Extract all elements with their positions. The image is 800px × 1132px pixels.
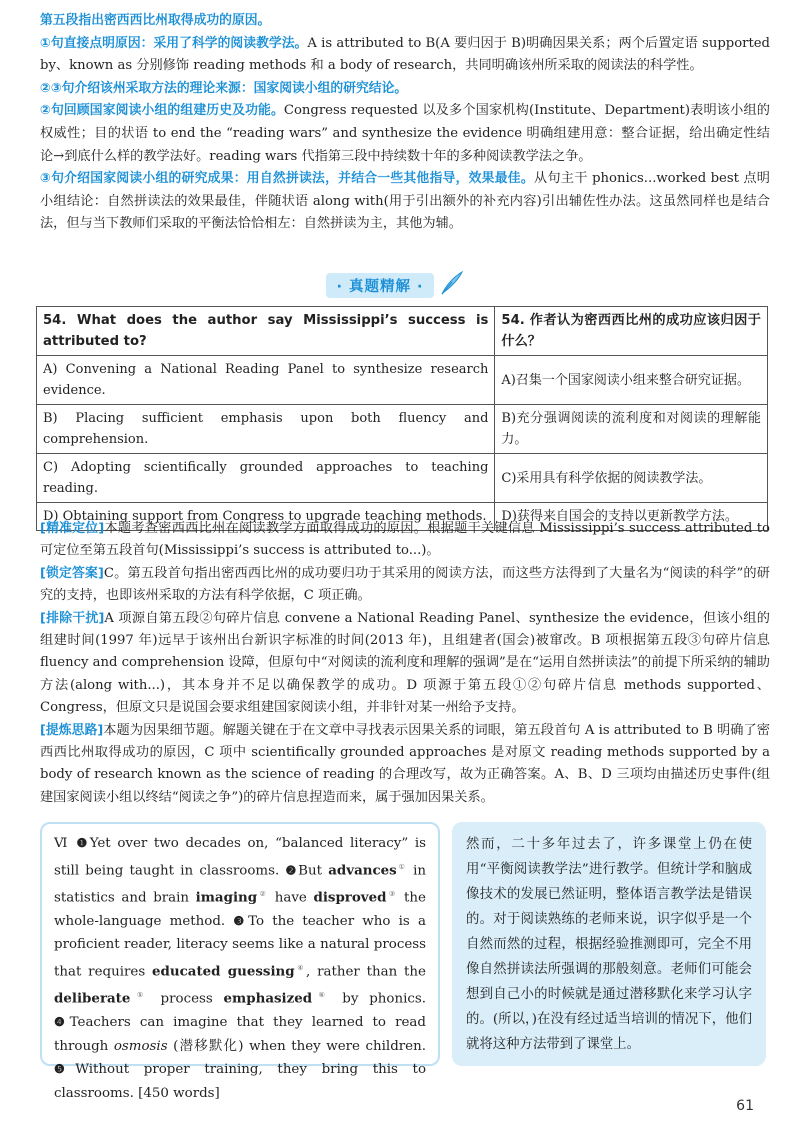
- option-row: [37, 356, 768, 405]
- vocab-word-italic: osmosis: [113, 1038, 168, 1054]
- vocab-word: advances: [328, 862, 397, 879]
- section-title: · 真题精解 ·: [326, 273, 433, 298]
- option-c-en: C) Adopting scientifically grounded approaches to teaching reading.: [37, 454, 495, 503]
- section-heading: [320, 270, 470, 300]
- translation-box: [452, 822, 766, 1066]
- explain-approach: [提炼思路]本题为因果细节题。解题关键在于在文章中寻找表示因果关系的词眼，第五段首句 A is attributed to B 明确了密西西比州取得成功的原因，C 项中 scientifically grounded approaches 是对原文 reading methods supported by a body of research known as the science of reading 的合理改写，故为正确答案。A、B、D 三项均由描述历史事件(组建国家阅读小组以终结“阅读之争”)的碎片信息捏造而来，属于强加因果关系。: [40, 722, 770, 805]
- question-stem-en: 54. What does the author say Mississippi’s success is attributed to?: [37, 307, 495, 356]
- question-stem-zh: 54. 作者认为密西西比州的成功应该归因于什么？: [495, 307, 768, 356]
- paragraph-label: Ⅵ: [54, 836, 70, 851]
- vocab-word: deliberate: [54, 990, 131, 1007]
- option-b-en: B) Placing sufficient emphasis upon both fluency and comprehension.: [37, 405, 495, 454]
- vocab-word: emphasized: [223, 990, 313, 1007]
- word-count: [450 words]: [138, 1085, 220, 1101]
- analysis-para-1: ①句直接点明原因：采用了科学的阅读教学法。A is attributed to B(A 要归因于 B)明确因果关系；两个后置定语 supported by、known as 分别修饰 reading methods 和 a body of research，共同明确该州所采取的阅读法的科学性。: [40, 35, 770, 74]
- option-row: [37, 454, 768, 503]
- analysis-para-3: ②句回顾国家阅读小组的组建历史及功能。Congress requested 以及多个国家机构(Institute、Department)表明该小组的权威性；目的状语 to end the “reading wars” and synthesize the evidence 明确组建用意：整合证据，给出确定性结论→到底什么样的教学法好。reading wars 代指第三段中持续数十年的多种阅读教学法之争。: [40, 103, 770, 164]
- question-table: [36, 306, 768, 531]
- option-b-zh: B)充分强调阅读的流利度和对阅读的理解能力。: [495, 405, 768, 454]
- question-stem-row: [37, 307, 768, 356]
- page-number: 61: [736, 1098, 754, 1114]
- passage-analysis: [40, 10, 770, 236]
- analysis-heading: 第五段指出密西西比州取得成功的原因。: [40, 13, 271, 28]
- sentence-number: ❹: [54, 1015, 70, 1030]
- vocab-word: educated guessing: [152, 963, 295, 980]
- option-c-zh: C)采用具有科学依据的阅读教学法。: [495, 454, 768, 503]
- sentence-number: ❺: [54, 1062, 76, 1077]
- vocab-word: disproved: [313, 889, 387, 906]
- analysis-para-2: ②③句介绍该州采取方法的理论来源：国家阅读小组的研究结论。: [40, 80, 408, 96]
- option-d-en: D) Obtaining support from Congress to upgrade teaching methods.: [37, 503, 495, 531]
- option-row: [37, 405, 768, 454]
- option-a-zh: A)召集一个国家阅读小组来整合研究证据。: [495, 356, 768, 405]
- option-a-en: A) Convening a National Reading Panel to synthesize research evidence.: [37, 356, 495, 405]
- translation-text: 然而，二十多年过去了，许多课堂上仍在使用“平衡阅读教学法”进行教学。但统计学和脑成像技术的发展已然证明，整体语言教学法是错误的。对于阅读熟练的老师来说，识字似乎是一个自然而然的过程，根据经验推测即可，完全不用像自然拼读法所强调的那般刻意。老师们可能会想到自己小的时候就是通过潜移默化来学习认字的。(所以，)在没有经过适当培训的情况下，他们就将这种方法带到了课堂上。: [466, 837, 752, 1052]
- sentence-number: ❶: [76, 836, 90, 850]
- explain-answer: [锁定答案]C。第五段首句指出密西西比州的成功要归功于其采用的阅读方法，而这些方法得到了大量名为“阅读的科学”的研究的支持，也即该州采取的方法有科学依据，C 项正确。: [40, 565, 770, 604]
- quill-icon: [438, 270, 464, 300]
- passage-box: Ⅵ ❶Yet over two decades on, “balanced literacy” is still being taught in classrooms. ❷But advances① in statistics and brain imaging② have disproved③ the whole-language method. ❸To the teacher who is a proficient reader, literacy seems like a natural process that requires educated guessing④, rather than the deliberate⑤ process emphasized⑥ by phonics. ❹Teachers can imagine that they learned to read through osmosis (潜移默化) when they were children. ❺Without proper training, they bring this to classrooms. [450 words]: [40, 822, 440, 1066]
- sentence-number: ❷: [285, 863, 299, 878]
- explain-locate: [精准定位]本题考查密西西比州在阅读教学方面取得成功的原因。根据题干关键信息 Mississippi’s success attributed to 可定位至第五段首句(Mississippi’s success is attributed to...)。: [40, 521, 770, 559]
- sentence-number: ❸: [233, 913, 249, 928]
- vocab-word: imaging: [195, 889, 258, 906]
- option-d-zh: D)获得来自国会的支持以更新教学方法。: [495, 503, 768, 531]
- explain-distractors: [排除干扰]A 项源自第五段②句碎片信息 convene a National Reading Panel、synthesize the evidence，但该小组的组建时间(1997 年)远早于该州出台新识字标准的时间(2013 年)，且组建者(国会)被窜改。B 项根据第五段③句碎片信息 fluency and comprehension 设障，但原句中“对阅读的流利度和理解的强调”是在“运用自然拼读法”的前提下所采纳的辅助方法(along with...)，其本身并不足以确保教学的成功。D 项源于第五段①②句碎片信息 methods supported、Congress，但原文只是说国会要求组建国家阅读小组，并非针对某一州给予支持。: [40, 610, 770, 716]
- analysis-para-4: ③句介绍国家阅读小组的研究成果：用自然拼读法，并结合一些其他指导，效果最佳。从句主干 phonics...worked best 点明小组结论：自然拼读法的效果最佳，伴随状语 along with(用于引出额外的补充内容)引出辅佐性办法。这虽然同样也是结合法，但与当下教师们采取的平衡法恰恰相左：自然拼读为主，其他为辅。: [40, 171, 770, 232]
- answer-explanation: [40, 518, 770, 809]
